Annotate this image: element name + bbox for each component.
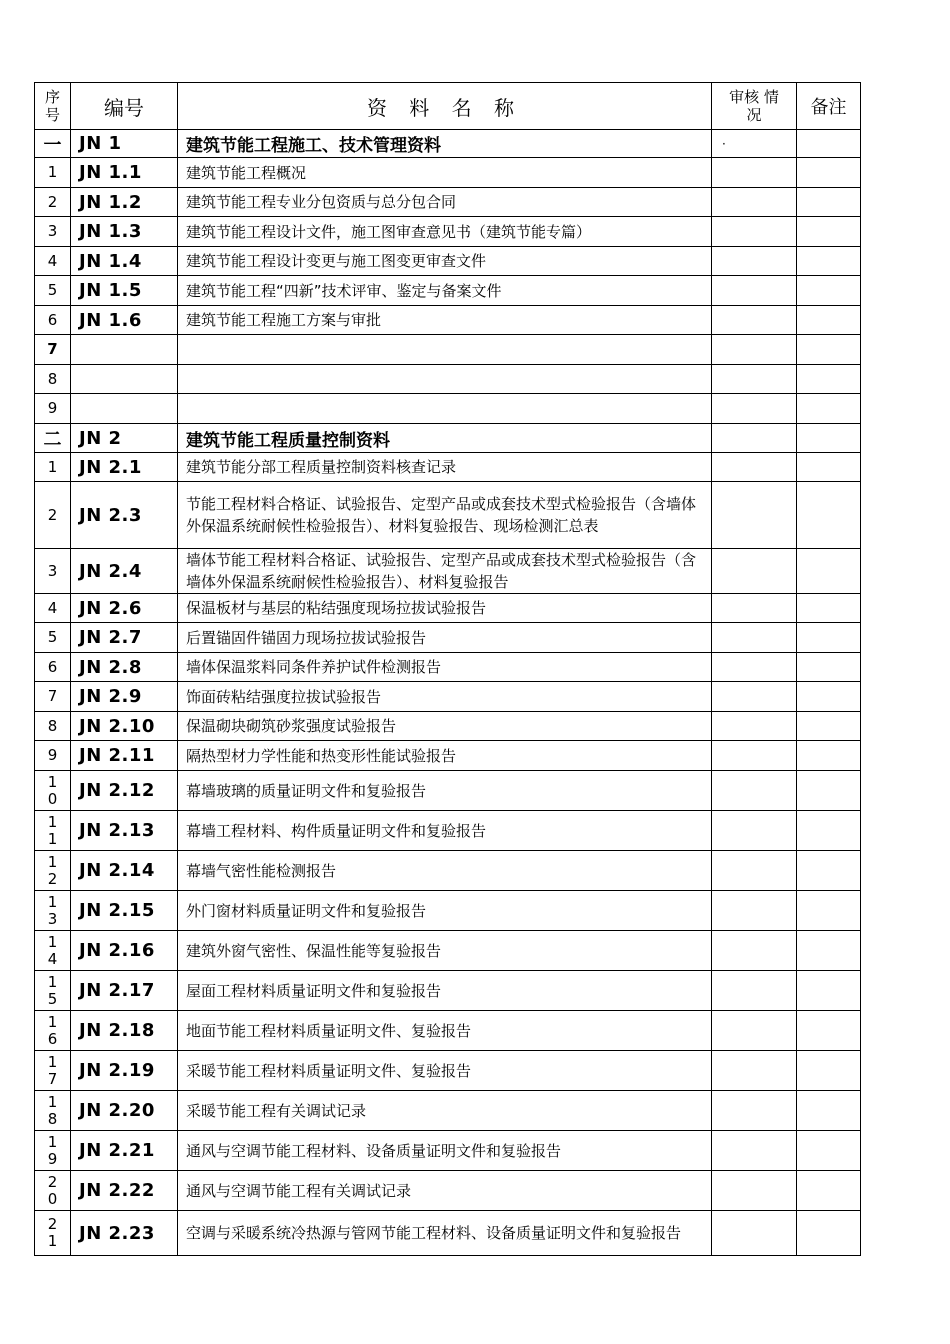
row-code: JN 2.23 [71, 1211, 178, 1256]
row-name: 采暖节能工程材料质量证明文件、复验报告 [178, 1051, 712, 1091]
row-seq: 1 2 [35, 851, 71, 891]
row-seq: 5 [35, 623, 71, 653]
review-cell [712, 811, 797, 851]
row-seq: 5 [35, 276, 71, 306]
section-seq: 二 [35, 424, 71, 453]
remark-cell [797, 1211, 861, 1256]
review-cell [712, 1211, 797, 1256]
remark-cell [797, 424, 861, 453]
section-title: 建筑节能工程施工、技术管理资料 [178, 130, 712, 158]
row-name [178, 335, 712, 365]
row-seq: 6 [35, 653, 71, 682]
review-cell [712, 247, 797, 276]
remark-cell [797, 1171, 861, 1211]
remark-cell [797, 217, 861, 247]
review-cell [712, 771, 797, 811]
row-seq: 4 [35, 594, 71, 623]
review-cell [712, 1171, 797, 1211]
row-code: JN 2.7 [71, 623, 178, 653]
table-row [35, 217, 861, 247]
row-name: 建筑节能工程概况 [178, 158, 712, 188]
row-seq: 6 [35, 306, 71, 335]
review-cell [712, 741, 797, 771]
remark-cell [797, 931, 861, 971]
row-code [71, 365, 178, 394]
row-code: JN 2.18 [71, 1011, 178, 1051]
row-name: 幕墙玻璃的质量证明文件和复验报告 [178, 771, 712, 811]
remark-cell [797, 306, 861, 335]
row-seq: 1 8 [35, 1091, 71, 1131]
review-cell [712, 188, 797, 217]
review-cell [712, 891, 797, 931]
row-name: 后置锚固件锚固力现场拉拔试验报告 [178, 623, 712, 653]
review-cell [712, 594, 797, 623]
remark-cell [797, 712, 861, 741]
row-name: 通风与空调节能工程有关调试记录 [178, 1171, 712, 1211]
table-row [35, 1011, 861, 1051]
table-row [35, 453, 861, 482]
section-code: JN 1 [71, 130, 178, 158]
row-name: 建筑节能分部工程质量控制资料核查记录 [178, 453, 712, 482]
row-code: JN 1.1 [71, 158, 178, 188]
section-row [35, 424, 861, 453]
row-code [71, 335, 178, 365]
header-review: 审核 情 况 [712, 83, 797, 130]
row-code: JN 1.4 [71, 247, 178, 276]
row-name: 建筑节能工程设计变更与施工图变更审查文件 [178, 247, 712, 276]
review-cell [712, 365, 797, 394]
row-name: 保温砌块砌筑砂浆强度试验报告 [178, 712, 712, 741]
row-seq: 9 [35, 394, 71, 424]
remark-cell [797, 247, 861, 276]
row-seq: 7 [35, 682, 71, 712]
document-table [34, 82, 861, 1256]
review-cell [712, 1091, 797, 1131]
review-cell [712, 623, 797, 653]
row-seq: 7 [35, 335, 71, 365]
table-row [35, 482, 861, 549]
review-cell [712, 482, 797, 549]
review-cell [712, 158, 797, 188]
remark-cell [797, 1051, 861, 1091]
review-cell [712, 394, 797, 424]
row-code: JN 1.3 [71, 217, 178, 247]
remark-cell [797, 682, 861, 712]
section-seq: 一 [35, 130, 71, 158]
review-cell [712, 682, 797, 712]
row-seq: 4 [35, 247, 71, 276]
review-cell [712, 971, 797, 1011]
row-seq: 1 [35, 453, 71, 482]
review-cell [712, 1011, 797, 1051]
header-row [35, 83, 861, 130]
table-row [35, 971, 861, 1011]
row-code: JN 2.14 [71, 851, 178, 891]
row-name: 节能工程材料合格证、试验报告、定型产品或成套技术型式检验报告（含墙体外保温系统耐候性检验报告）、材料复验报告、现场检测汇总表 [178, 482, 712, 549]
row-code: JN 2.3 [71, 482, 178, 549]
remark-cell [797, 276, 861, 306]
section-code: JN 2 [71, 424, 178, 453]
row-seq: 9 [35, 741, 71, 771]
review-cell [712, 1051, 797, 1091]
table-row [35, 653, 861, 682]
row-code: JN 2.22 [71, 1171, 178, 1211]
review-cell [712, 424, 797, 453]
table-row [35, 771, 861, 811]
row-name: 建筑外窗气密性、保温性能等复验报告 [178, 931, 712, 971]
table-row [35, 851, 861, 891]
row-seq: 3 [35, 549, 71, 594]
table-row [35, 623, 861, 653]
row-code: JN 2.15 [71, 891, 178, 931]
remark-cell [797, 130, 861, 158]
review-cell [712, 306, 797, 335]
row-code: JN 2.1 [71, 453, 178, 482]
table-row [35, 394, 861, 424]
review-cell [712, 1131, 797, 1171]
row-code: JN 2.12 [71, 771, 178, 811]
header-remark: 备注 [797, 83, 861, 130]
row-code: JN 2.20 [71, 1091, 178, 1131]
row-name: 建筑节能工程设计文件，施工图审查意见书（建筑节能专篇） [178, 217, 712, 247]
review-cell [712, 549, 797, 594]
row-name: 建筑节能工程“四新”技术评审、鉴定与备案文件 [178, 276, 712, 306]
row-code: JN 2.17 [71, 971, 178, 1011]
remark-cell [797, 653, 861, 682]
row-seq: 8 [35, 712, 71, 741]
section-title: 建筑节能工程质量控制资料 [178, 424, 712, 453]
table-row [35, 1091, 861, 1131]
row-seq: 1 1 [35, 811, 71, 851]
table-row [35, 276, 861, 306]
row-code: JN 2.13 [71, 811, 178, 851]
row-seq: 1 3 [35, 891, 71, 931]
row-name: 隔热型材力学性能和热变形性能试验报告 [178, 741, 712, 771]
row-code [71, 394, 178, 424]
remark-cell [797, 394, 861, 424]
table-row [35, 931, 861, 971]
remark-cell [797, 365, 861, 394]
row-code: JN 2.9 [71, 682, 178, 712]
row-code: JN 2.8 [71, 653, 178, 682]
row-seq: 2 [35, 188, 71, 217]
review-cell [712, 931, 797, 971]
remark-cell [797, 851, 861, 891]
row-seq: 1 6 [35, 1011, 71, 1051]
table-row [35, 712, 861, 741]
row-seq: 2 0 [35, 1171, 71, 1211]
row-name: 建筑节能工程施工方案与审批 [178, 306, 712, 335]
row-name: 采暖节能工程有关调试记录 [178, 1091, 712, 1131]
table-row [35, 1211, 861, 1256]
row-code: JN 1.2 [71, 188, 178, 217]
remark-cell [797, 1091, 861, 1131]
row-name: 地面节能工程材料质量证明文件、复验报告 [178, 1011, 712, 1051]
row-name [178, 365, 712, 394]
table-row [35, 247, 861, 276]
review-cell [712, 653, 797, 682]
row-name: 幕墙气密性能检测报告 [178, 851, 712, 891]
table-row [35, 682, 861, 712]
remark-cell [797, 453, 861, 482]
table-row [35, 1051, 861, 1091]
remark-cell [797, 549, 861, 594]
remark-cell [797, 158, 861, 188]
remark-cell [797, 971, 861, 1011]
row-seq: 3 [35, 217, 71, 247]
row-name: 外门窗材料质量证明文件和复验报告 [178, 891, 712, 931]
table-row [35, 549, 861, 594]
row-code: JN 2.6 [71, 594, 178, 623]
table-row [35, 306, 861, 335]
row-code: JN 2.4 [71, 549, 178, 594]
row-seq: 2 [35, 482, 71, 549]
row-seq: 1 5 [35, 971, 71, 1011]
remark-cell [797, 188, 861, 217]
row-name: 建筑节能工程专业分包资质与总分包合同 [178, 188, 712, 217]
review-cell [712, 217, 797, 247]
remark-cell [797, 594, 861, 623]
review-cell [712, 276, 797, 306]
remark-cell [797, 811, 861, 851]
review-cell [712, 712, 797, 741]
header-name: 资 料 名 称 [178, 83, 712, 130]
table-row [35, 741, 861, 771]
header-seq: 序 号 [35, 83, 71, 130]
table-row [35, 188, 861, 217]
row-code: JN 2.10 [71, 712, 178, 741]
row-name: 屋面工程材料质量证明文件和复验报告 [178, 971, 712, 1011]
remark-cell [797, 771, 861, 811]
table-row [35, 811, 861, 851]
row-name: 通风与空调节能工程材料、设备质量证明文件和复验报告 [178, 1131, 712, 1171]
row-code: JN 2.19 [71, 1051, 178, 1091]
row-seq: 1 7 [35, 1051, 71, 1091]
row-code: JN 1.5 [71, 276, 178, 306]
row-seq: 8 [35, 365, 71, 394]
row-code: JN 2.21 [71, 1131, 178, 1171]
row-name [178, 394, 712, 424]
header-code: 编号 [71, 83, 178, 130]
remark-cell [797, 891, 861, 931]
section-row [35, 130, 861, 158]
remark-cell [797, 623, 861, 653]
table-row [35, 891, 861, 931]
remark-cell [797, 482, 861, 549]
remark-cell [797, 741, 861, 771]
row-code: JN 2.16 [71, 931, 178, 971]
table-row [35, 1131, 861, 1171]
remark-cell [797, 1131, 861, 1171]
row-name: 墙体节能工程材料合格证、试验报告、定型产品或成套技术型式检验报告（含墙体外保温系统耐候性检验报告）、材料复验报告 [178, 549, 712, 594]
review-cell [712, 453, 797, 482]
row-seq: 1 0 [35, 771, 71, 811]
row-name: 幕墙工程材料、构件质量证明文件和复验报告 [178, 811, 712, 851]
row-seq: 1 4 [35, 931, 71, 971]
remark-cell [797, 335, 861, 365]
row-seq: 1 [35, 158, 71, 188]
row-code: JN 1.6 [71, 306, 178, 335]
row-name: 空调与采暖系统冷热源与管网节能工程材料、设备质量证明文件和复验报告 [178, 1211, 712, 1256]
row-name: 饰面砖粘结强度拉拔试验报告 [178, 682, 712, 712]
review-cell [712, 335, 797, 365]
table-row [35, 335, 861, 365]
row-code: JN 2.11 [71, 741, 178, 771]
table-row [35, 1171, 861, 1211]
row-name: 墙体保温浆料同条件养护试件检测报告 [178, 653, 712, 682]
remark-cell [797, 1011, 861, 1051]
table-row [35, 594, 861, 623]
table-row [35, 158, 861, 188]
review-mark: · [712, 130, 797, 158]
row-seq: 1 9 [35, 1131, 71, 1171]
review-cell [712, 851, 797, 891]
row-seq: 2 1 [35, 1211, 71, 1256]
row-name: 保温板材与基层的粘结强度现场拉拔试验报告 [178, 594, 712, 623]
table-row [35, 365, 861, 394]
